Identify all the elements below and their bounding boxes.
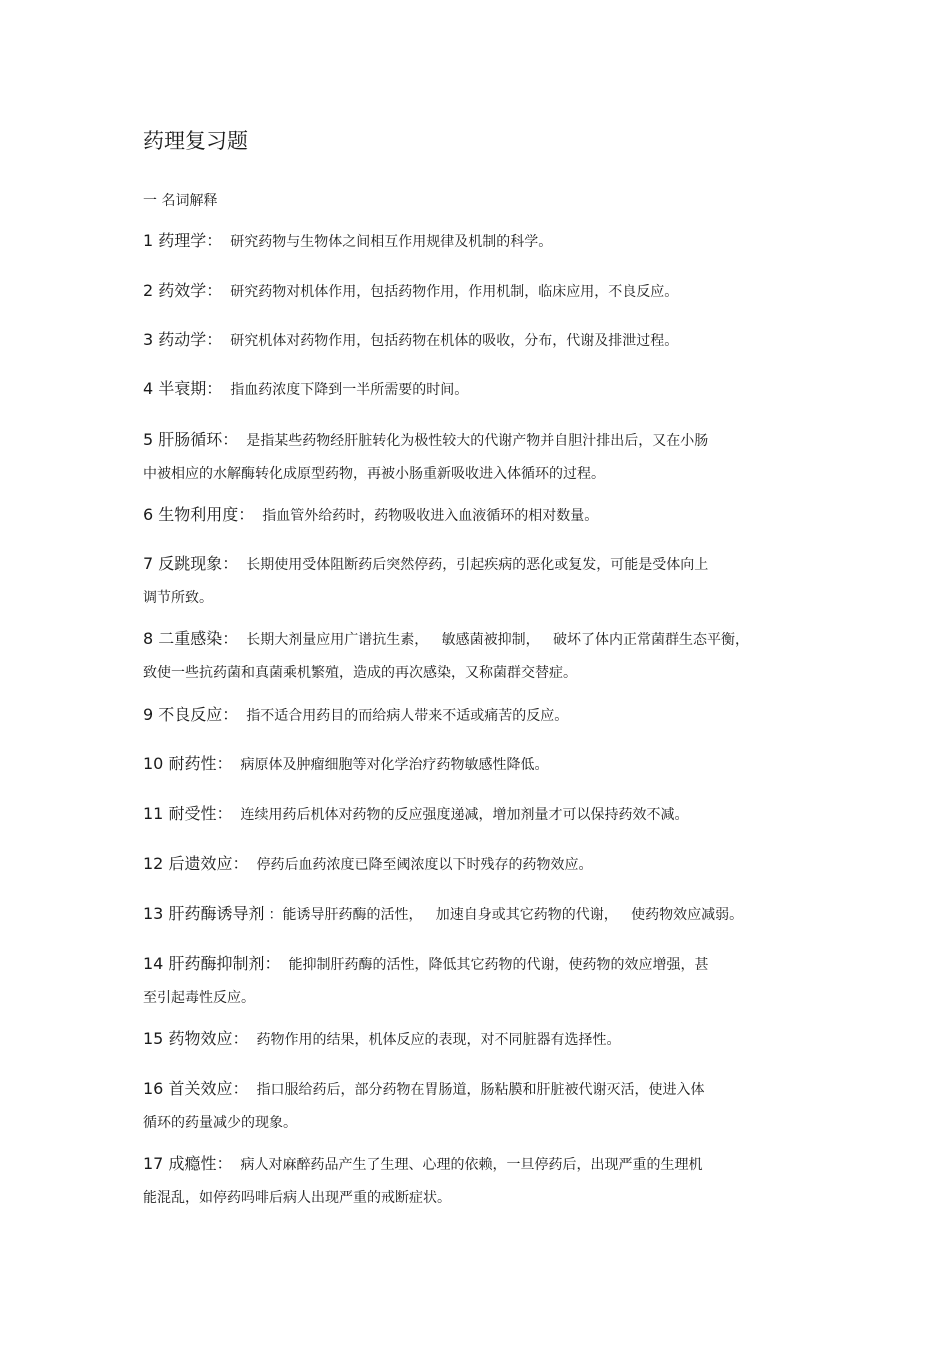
entry-7 xyxy=(143,552,823,609)
entry-continuation: 中被相应的水解酶转化成原型药物，再被小肠重新吸收进入体循环的过程。 xyxy=(143,466,605,482)
entry-11 xyxy=(143,802,823,827)
entry-term: 17 成瘾性： xyxy=(143,1154,233,1173)
document-title: 药理复习题 xyxy=(143,129,248,153)
entry-continuation: 循环的药量减少的现象。 xyxy=(143,1115,297,1131)
entry-definition: 能抑制肝药酶的活性，降低其它药物的代谢，使药物的效应增强，甚 xyxy=(288,957,709,973)
entry-6 xyxy=(143,503,823,528)
entry-continuation: 能混乱，如停药吗啡后病人出现严重的戒断症状。 xyxy=(143,1190,451,1206)
entry-term: 16 首关效应： xyxy=(143,1079,249,1098)
entry-2 xyxy=(143,279,823,304)
entry-term: 5 肝肠循环： xyxy=(143,430,239,449)
entry-continuation: 至引起毒性反应。 xyxy=(143,990,255,1006)
entry-term: 8 二重感染： xyxy=(143,629,239,648)
entry-term: 3 药动学： xyxy=(143,330,223,349)
entry-term: 7 反跳现象： xyxy=(143,554,239,573)
entry-definition: 病人对麻醉药品产生了生理、心理的依赖，一旦停药后，出现严重的生理机 xyxy=(240,1157,703,1173)
entry-definition: 指不适合用药目的而给病人带来不适或痛苦的反应。 xyxy=(246,708,569,724)
entry-definition: 指口服给药后，部分药物在胃肠道，肠粘膜和肝脏被代谢灭活，使进入体 xyxy=(256,1082,705,1098)
entry-definition: 研究药物对机体作用，包括药物作用，作用机制，临床应用，不良反应。 xyxy=(230,284,679,300)
entry-9 xyxy=(143,703,823,728)
entry-definition: 研究机体对药物作用，包括药物在机体的吸收，分布，代谢及排泄过程。 xyxy=(230,333,679,349)
entry-10 xyxy=(143,752,823,777)
entry-definition: 指血管外给药时，药物吸收进入血液循环的相对数量。 xyxy=(262,508,599,524)
entry-term: 9 不良反应： xyxy=(143,705,239,724)
entry-term: 12 后遗效应： xyxy=(143,854,249,873)
entry-14 xyxy=(143,952,823,1009)
entry-definition: 指血药浓度下降到一半所需要的时间。 xyxy=(230,382,469,398)
entry-3 xyxy=(143,328,823,353)
entry-term: 14 肝药酶抑制剂： xyxy=(143,954,281,973)
entry-definition: ：能诱导肝药酶的活性， 加速自身或其它药物的代谢， 使药物效应减弱。 xyxy=(268,907,744,923)
entry-continuation: 致使一些抗药菌和真菌乘机繁殖，造成的再次感染，又称菌群交替症。 xyxy=(143,665,577,681)
entry-definition: 是指某些药物经肝脏转化为极性较大的代谢产物并自胆汁排出后，又在小肠 xyxy=(246,433,709,449)
entry-5 xyxy=(143,428,823,485)
entry-definition: 停药后血药浓度已降至阈浓度以下时残存的药物效应。 xyxy=(256,857,593,873)
entry-term: 2 药效学： xyxy=(143,281,223,300)
entry-term: 13 肝药酶诱导剂 xyxy=(143,904,265,923)
entry-definition: 连续用药后机体对药物的反应强度递减，增加剂量才可以保持药效不减。 xyxy=(240,807,689,823)
entry-12 xyxy=(143,852,823,877)
entry-8 xyxy=(143,627,823,684)
entry-term: 15 药物效应： xyxy=(143,1029,249,1048)
entry-definition: 研究药物与生物体之间相互作用规律及机制的科学。 xyxy=(230,234,553,250)
entry-term: 10 耐药性： xyxy=(143,754,233,773)
entry-term: 4 半衰期： xyxy=(143,379,223,398)
section-heading: 一 名词解释 xyxy=(143,193,218,209)
entry-definition: 病原体及肿瘤细胞等对化学治疗药物敏感性降低。 xyxy=(240,757,549,773)
entry-definition: 药物作用的结果，机体反应的表现，对不同脏器有选择性。 xyxy=(256,1032,621,1048)
entry-definition: 长期使用受体阻断药后突然停药，引起疾病的恶化或复发，可能是受体向上 xyxy=(246,557,709,573)
entry-17 xyxy=(143,1152,823,1209)
entry-1 xyxy=(143,229,823,254)
entry-term: 6 生物利用度： xyxy=(143,505,255,524)
entry-term: 11 耐受性： xyxy=(143,804,233,823)
entry-4 xyxy=(143,377,823,402)
entry-15 xyxy=(143,1027,823,1052)
entry-16 xyxy=(143,1077,823,1134)
entry-continuation: 调节所致。 xyxy=(143,590,213,606)
entry-definition: 长期大剂量应用广谱抗生素， 敏感菌被抑制， 破坏了体内正常菌群生态平衡， xyxy=(246,632,749,648)
entry-term: 1 药理学： xyxy=(143,231,223,250)
entry-13 xyxy=(143,902,823,927)
